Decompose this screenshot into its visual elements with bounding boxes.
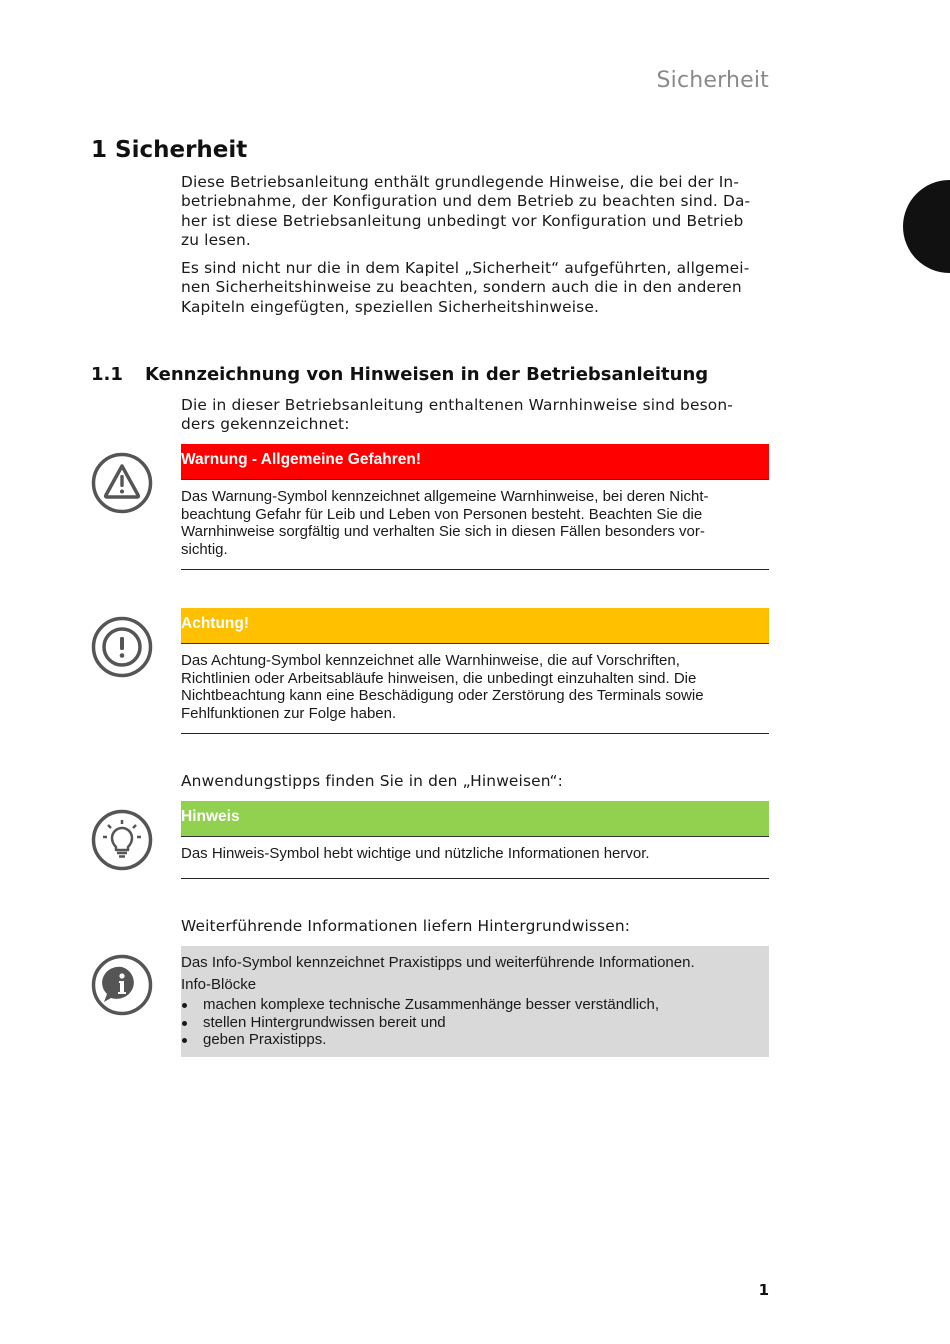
section-intro (181, 173, 771, 250)
list-item: machen komplexe technische Zusammenhänge besser verständlich, (181, 996, 659, 1014)
page-number: 1 (758, 1281, 769, 1299)
info-subheading: Info-Blöcke (181, 976, 257, 993)
warning-triangle-icon (91, 452, 153, 514)
warning-heading: Warnung - Allgemeine Gefahren! (181, 444, 769, 480)
subsection-title: Kennzeichnung von Hinweisen in der Betriebsanleitung (145, 364, 709, 385)
divider (181, 569, 769, 570)
info-line: Das Info-Symbol kennzeichnet Praxistipps und weiterführende Informationen. (181, 954, 695, 971)
section-title: 1 Sicherheit (91, 137, 248, 163)
info-speech-bubble-icon (91, 954, 153, 1016)
note-body: Das Hinweis-Symbol hebt wichtige und nützliche Informationen hervor. (181, 845, 650, 862)
tips-intro: Anwendungstipps finden Sie in den „Hinweisen“: (181, 772, 564, 790)
info-block (181, 946, 769, 1057)
caution-heading: Achtung! (181, 608, 769, 644)
subsection-heading (91, 364, 708, 385)
info-intro: Weiterführende Informationen liefern Hintergrundwissen: (181, 917, 631, 935)
lightbulb-icon (91, 809, 153, 871)
running-header: Sicherheit (656, 68, 769, 93)
section-intro-2 (181, 259, 771, 317)
subsection-intro (181, 396, 771, 435)
exclamation-circle-icon (91, 616, 153, 678)
info-bullet-list (181, 996, 659, 1049)
list-item: stellen Hintergrundwissen bereit und (181, 1014, 659, 1032)
caution-body: Das Achtung-Symbol kennzeichnet alle Warnhinweise, die auf Vorschriften, Richtlinien oder Arbeitsabläufe hinweisen, die unbedingt einzuhalten sind. Die Nichtbeachtung kann eine Beschädigung oder Zerstörung des Terminals sowie Fehlfunktionen zur Folge haben. (181, 652, 704, 723)
paragraph: Die in dieser Betriebsanleitung enthaltenen Warnhinweise sind beson- ders gekennzeichnet: (181, 396, 733, 434)
divider (181, 733, 769, 734)
list-item: geben Praxistipps. (181, 1031, 659, 1049)
chapter-tab-marker (903, 180, 950, 273)
warning-body: Das Warnung-Symbol kennzeichnet allgemeine Warnhinweise, bei deren Nicht- beachtung Gefahr für Leib und Leben von Personen besteht. Beachten Sie die Warnhinweise sorgfältig und verhalten Sie sich in diesen Fällen besonders vor- sichtig. (181, 488, 709, 559)
paragraph: Es sind nicht nur die in dem Kapitel „Sicherheit“ aufgeführten, allgemei- nen Sicherheitshinweise zu beachten, sondern auch die in den anderen Kapiteln eingefügten, speziellen Sicherheitshinweise. (181, 259, 750, 316)
paragraph: Diese Betriebsanleitung enthält grundlegende Hinweise, die bei der In- betriebnahme, der Konfiguration und dem Betrieb zu beachten sind. Da- her ist diese Betriebsanleitung unbedingt vor Konfiguration und Betrieb zu lesen. (181, 173, 751, 249)
subsection-number: 1.1 (91, 364, 123, 385)
divider (181, 878, 769, 879)
note-heading: Hinweis (181, 801, 769, 837)
